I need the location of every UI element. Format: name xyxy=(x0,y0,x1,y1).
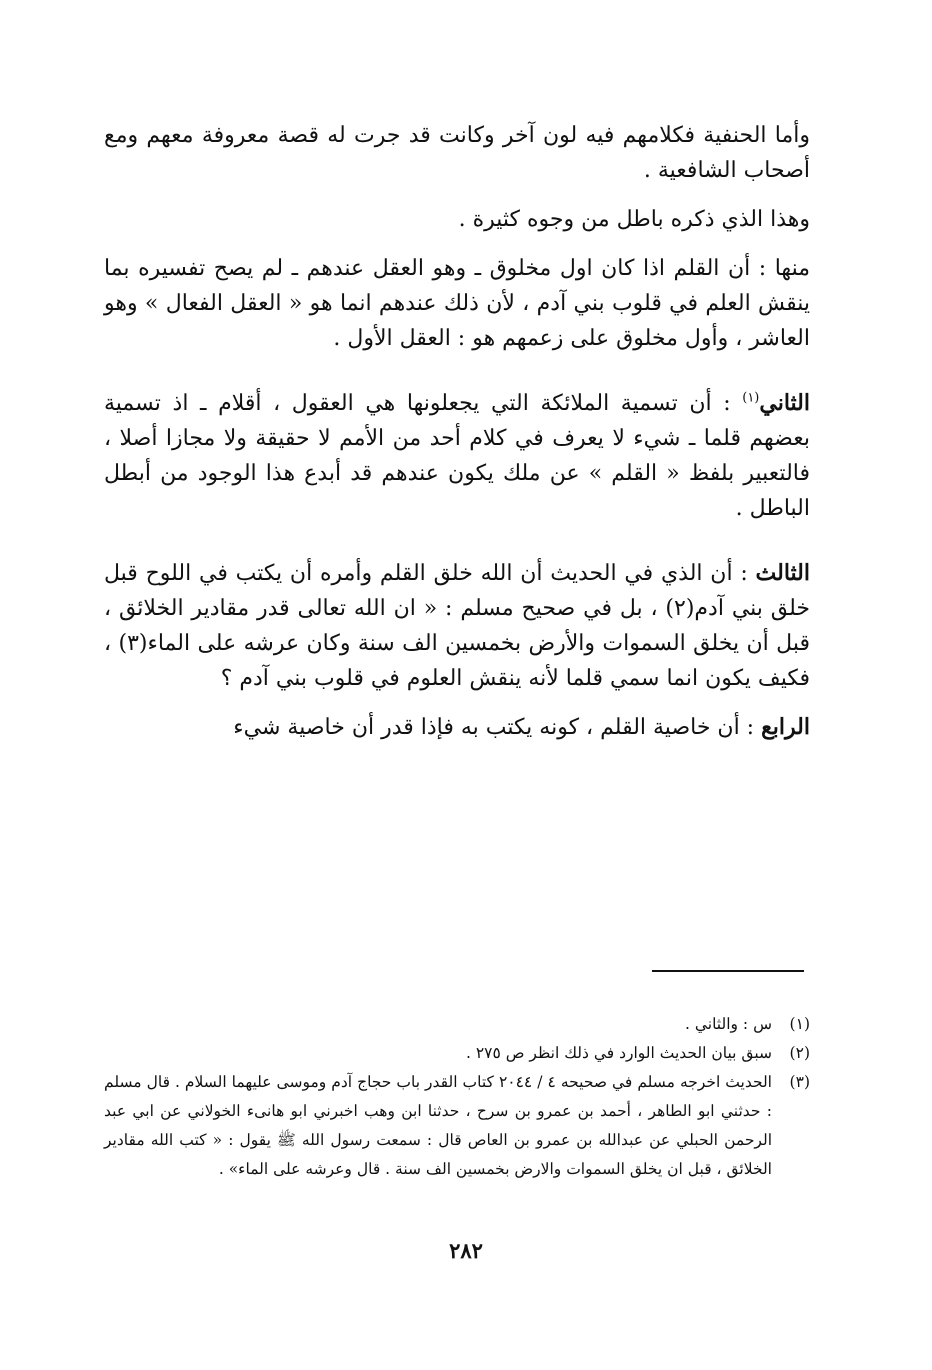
footnote-marker: (١) xyxy=(742,390,760,406)
page-number: ٢٨٢ xyxy=(449,1238,483,1263)
paragraph-text: منها : أن القلم اذا كان اول مخلوق ـ وهو العقل عندهم ـ لم يصح تفسيره بما ينقش العلم في قلوب بني آدم ، لأن ذلك عندهم انما هو « العقل الفعال » وهو العاشر ، وأول مخلوق على زعمهم هو : العقل الأول . xyxy=(104,256,810,351)
paragraph-text: : أن تسمية الملائكة التي يجعلونها هي العقول ، أقلام ـ اذ تسمية بعضهم قلما ـ شيء لا يعرف في كلام أحد من الأمم لا حقيقة ولا مجازا أصلا ، فالتعبير بلفظ « القلم » عن ملك يكون عندهم قد أبدع هذا الوجود من أبطل الباطل . xyxy=(104,391,810,521)
paragraph-text: : أن الذي في الحديث أن الله خلق القلم وأمره أن يكتب في اللوح قبل خلق بني آدم(٢) ، بل في صحيح مسلم : « ان الله تعالى قدر مقادير الخلائق ، قبل أن يخلق السموات والأرض بخمسين الف سنة وكان عرشه على الماء(٣) ، فكيف يكون انما سمي قلما لأنه ينقش العلوم في قلوب بني آدم ؟ xyxy=(104,561,811,691)
point-heading: الثاني xyxy=(759,390,810,416)
footnote-item xyxy=(104,1039,810,1068)
footnote-number: (١) xyxy=(789,1015,810,1033)
footnote-number: (٢) xyxy=(789,1044,810,1062)
paragraph-first-point xyxy=(104,251,810,356)
footnote-text: س : والثاني . xyxy=(685,1015,772,1033)
footnote-text: سبق بيان الحديث الوارد في ذلك انظر ص ٢٧٥ . xyxy=(465,1044,772,1062)
point-heading: الرابع xyxy=(761,714,810,740)
paragraph-refutation-intro xyxy=(104,202,810,237)
paragraph-third-point xyxy=(104,556,810,696)
point-heading: الثالث xyxy=(755,560,810,586)
paragraph-hanafiyya xyxy=(104,118,810,188)
paragraph-text: وأما الحنفية فكلامهم فيه لون آخر وكانت قد جرت له قصة معروفة معهم ومع أصحاب الشافعية . xyxy=(104,123,810,183)
paragraph-text: وهذا الذي ذكره باطل من وجوه كثيرة . xyxy=(458,207,810,232)
footnotes xyxy=(104,1010,810,1184)
main-text xyxy=(104,118,810,745)
footnote-item xyxy=(104,1010,810,1039)
paragraph-fourth-point xyxy=(104,710,810,745)
footnote-item xyxy=(104,1068,810,1184)
footnote-number: (٣) xyxy=(789,1073,810,1091)
footnote-text: الحديث اخرجه مسلم في صحيحه ٤ / ٢٠٤٤ كتاب القدر باب حجاج آدم وموسى عليهما السلام . قال مسلم : حدثني ابو الطاهر ، أحمد بن عمرو بن سرح ، حدثنا ابن وهب اخبرني ابو هانىء الخولاني عن ابي عبد الرحمن الحبلي عن عبدالله بن عمرو بن العاص قال : سمعت رسول الله ﷺ يقول : « كتب الله مقادير الخلائق ، قبل ان يخلق السموات والارض بخمسين الف سنة . قال وعرشه على الماء» . xyxy=(104,1073,772,1178)
paragraph-text: : أن خاصية القلم ، كونه يكتب به فإذا قدر أن خاصية شيء xyxy=(233,715,762,740)
footnote-divider xyxy=(652,970,804,972)
paragraph-second-point xyxy=(104,386,810,526)
